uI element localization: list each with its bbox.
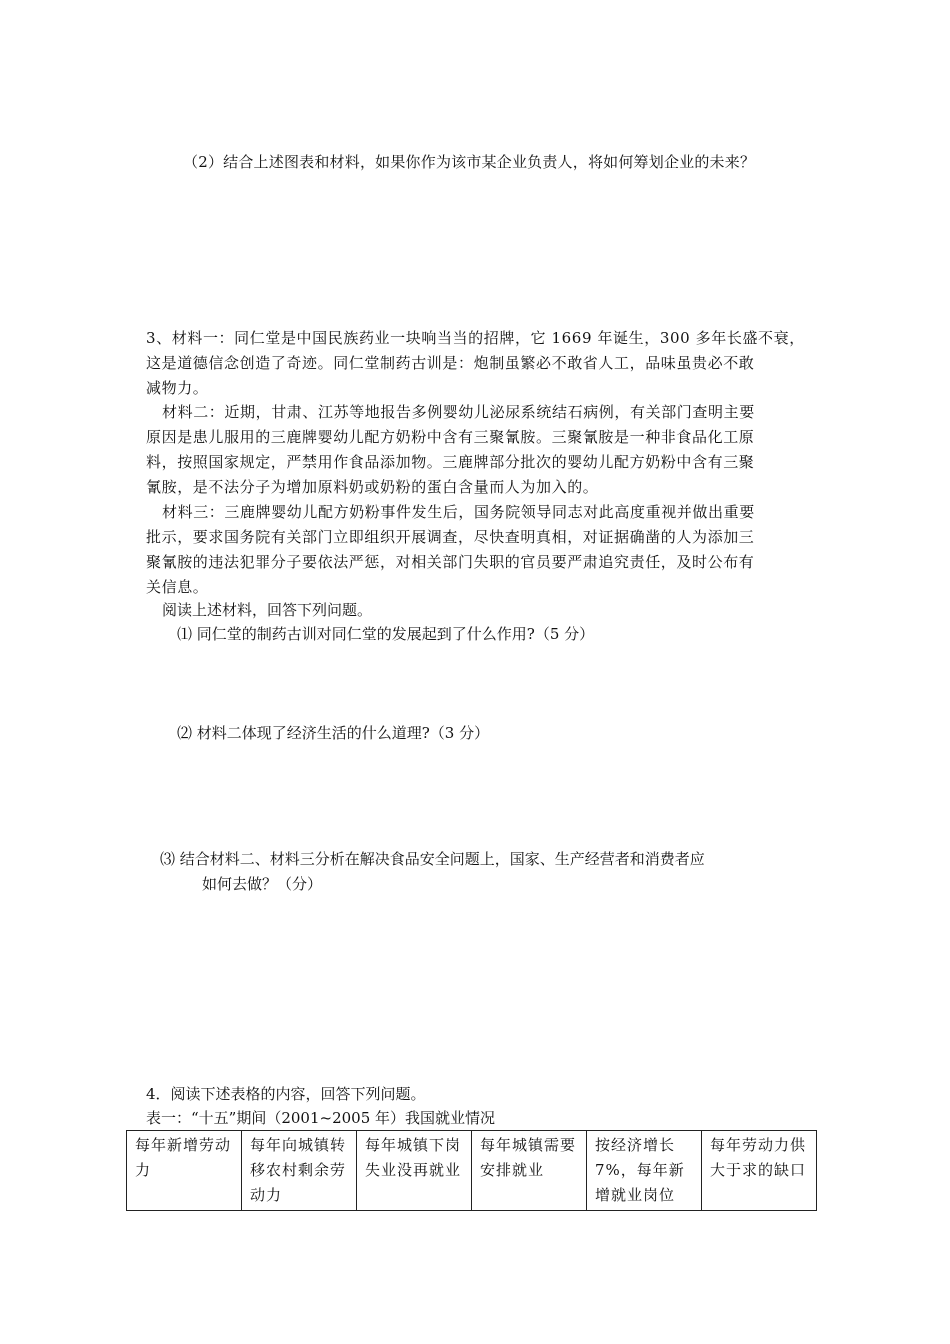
table-row	[127, 1131, 817, 1211]
material-3	[146, 500, 755, 600]
table-header-cell: 每年城镇下岗失业没再就业	[357, 1131, 472, 1211]
question-2-sub-2: （2）结合上述图表和材料，如果你作为该市某企业负责人，将如何筹划企业的未来？	[183, 153, 756, 171]
question-3-sub-2: ⑵ 材料二体现了经济生活的什么道理?（3 分）	[177, 724, 490, 742]
question-4-intro: 4．阅读下述表格的内容，回答下列问题。	[146, 1085, 426, 1103]
material-1-line: 这是道德信念创造了奇迹。同仁堂制药古训是：炮制虽繁必不敢省人工，品味虽贵必不敢	[146, 354, 755, 372]
table-header-cell: 每年劳动力供大于求的缺口	[702, 1131, 817, 1211]
question-3-sub-3-line-1: ⑶ 结合材料二、材料三分析在解决食品安全问题上，国家、生产经营者和消费者应	[160, 850, 705, 868]
table-header-cell: 每年城镇需要安排就业	[472, 1131, 587, 1211]
question-3-sub-3-line-2: 如何去做？（分）	[202, 875, 323, 893]
material-1-line: 减物力。	[146, 379, 209, 397]
material-1-line: 3、材料一：同仁堂是中国民族药业一块响当当的招牌，它 1669 年诞生，300 多年长盛不衰，	[146, 329, 805, 347]
material-2-line: 材料二：近期，甘肃、江苏等地报告多例婴幼儿泌尿系统结石病例，有关部门查明主要	[162, 403, 755, 421]
material-3-line: 关信息。	[146, 578, 209, 596]
material-3-line: 批示，要求国务院有关部门立即组织开展调查，尽快查明真相，对证据确凿的人为添加三	[146, 528, 755, 546]
material-1	[146, 326, 805, 401]
material-3-line: 聚氰胺的违法犯罪分子要依法严惩，对相关部门失职的官员要严肃追究责任，及时公布有	[146, 553, 755, 571]
reading-instruction: 阅读上述材料，回答下列问题。	[162, 601, 373, 619]
material-2-line: 原因是患儿服用的三鹿牌婴幼儿配方奶粉中含有三聚氰胺。三聚氰胺是一种非食品化工原	[146, 428, 755, 446]
question-3-sub-1: ⑴ 同仁堂的制药古训对同仁堂的发展起到了什么作用?（5 分）	[177, 625, 595, 643]
material-2-line: 料，按照国家规定，严禁用作食品添加物。三鹿牌部分批次的婴幼儿配方奶粉中含有三聚	[146, 453, 755, 471]
material-2-line: 氰胺，是不法分子为增加原料奶或奶粉的蛋白含量而人为加入的。	[146, 478, 599, 496]
table-header-cell: 按经济增长 7%，每年新增就业岗位	[587, 1131, 702, 1211]
employment-table	[126, 1130, 817, 1211]
material-3-line: 材料三：三鹿牌婴幼儿配方奶粉事件发生后，国务院领导同志对此高度重视并做出重要	[162, 503, 755, 521]
table-caption: 表一：“十五”期间（2001~2005 年）我国就业情况	[146, 1109, 496, 1127]
material-2	[146, 400, 755, 500]
table-header-cell: 每年新增劳动力	[127, 1131, 242, 1211]
table-header-cell: 每年向城镇转移农村剩余劳动力	[242, 1131, 357, 1211]
